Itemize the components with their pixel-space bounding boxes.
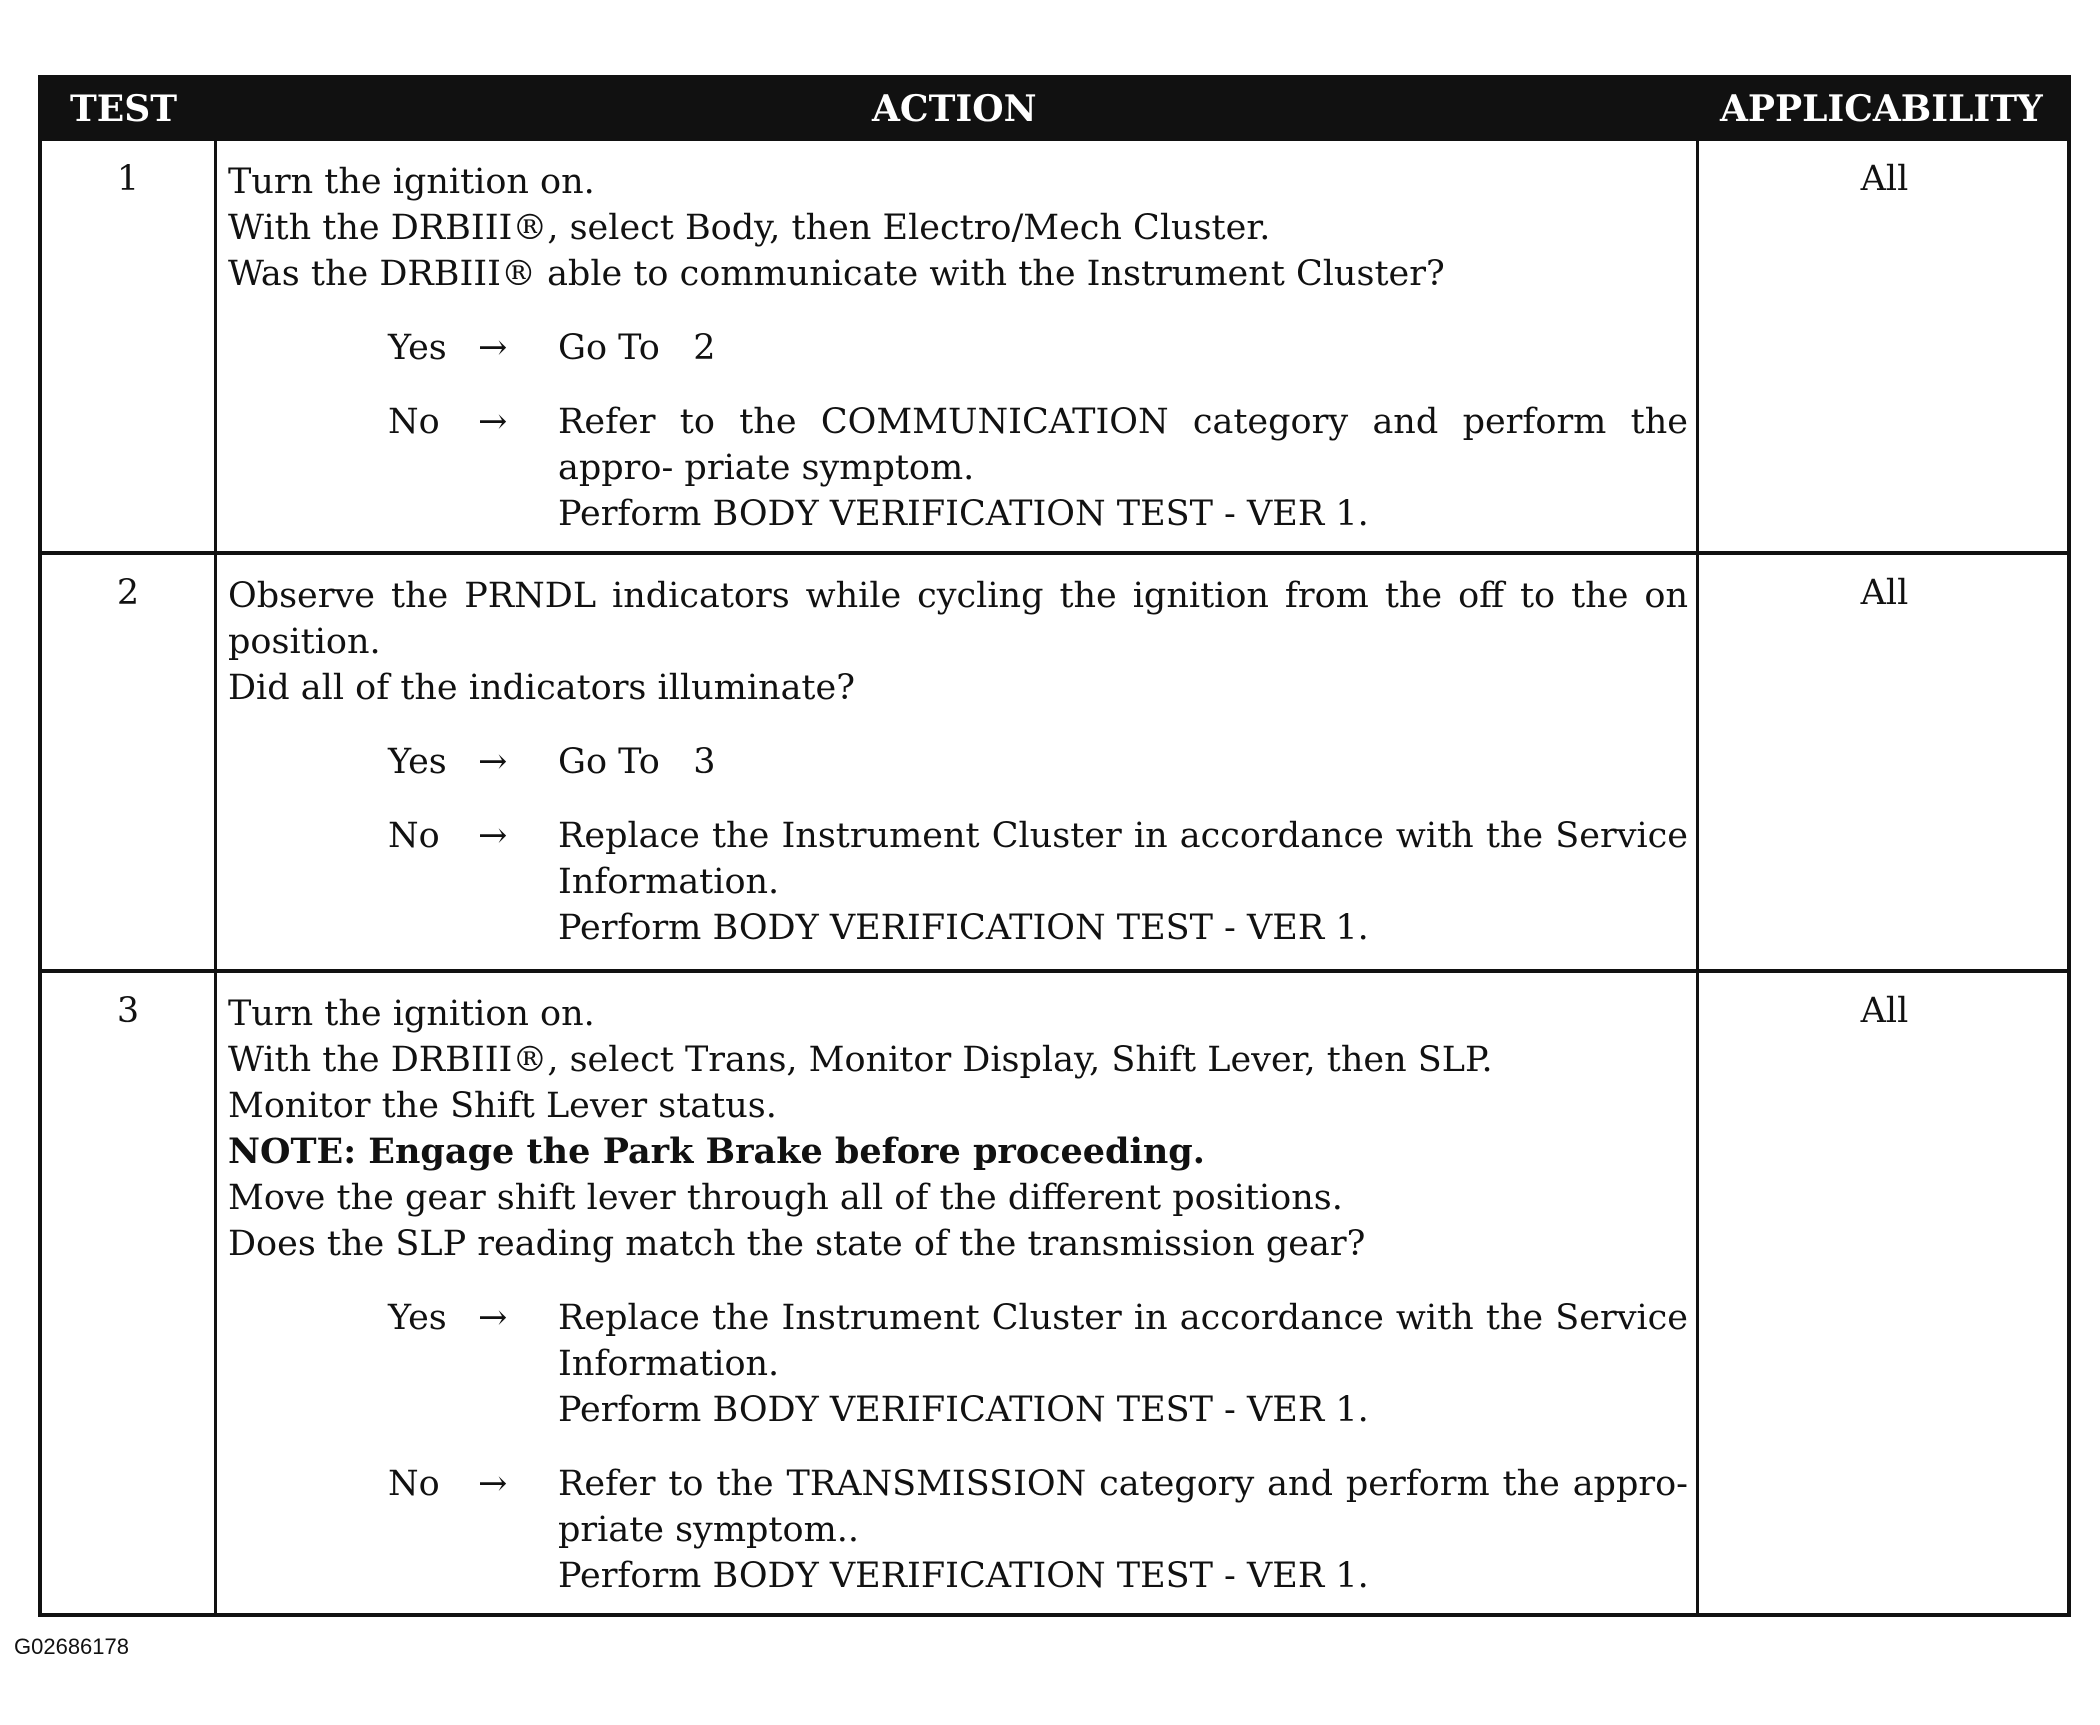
action-line: Move the gear shift lever through all of the different positions. — [228, 1178, 1343, 1218]
result-line: Replace the Instrument Cluster in accordance with the Service Information. — [558, 1298, 1688, 1384]
no-branch — [228, 399, 1688, 537]
yes-result — [558, 739, 1688, 785]
action-line: With the DRBIII®, select Trans, Monitor Display, Shift Lever, then SLP. — [228, 1040, 1493, 1080]
figure-code: G02686178 — [14, 1634, 129, 1659]
test-number: 1 — [116, 159, 140, 199]
action-line: With the DRBIII®, select Body, then Electro/Mech Cluster. — [228, 208, 1271, 248]
header-applicability: APPLICABILITY — [1720, 88, 2043, 130]
no-branch — [228, 1461, 1688, 1599]
no-label: No — [388, 1464, 440, 1504]
diagnostic-table — [38, 75, 2071, 1617]
arrow-icon: → — [478, 742, 508, 782]
yes-branch — [228, 325, 1688, 371]
action-line: Monitor the Shift Lever status. — [228, 1086, 777, 1126]
arrow-icon: → — [478, 1464, 508, 1504]
result-line: Perform BODY VERIFICATION TEST - VER 1. — [558, 908, 1369, 948]
test-number: 2 — [116, 573, 140, 613]
action-line: Observe the PRNDL indicators while cycling the ignition from the off to the on position. — [228, 576, 1688, 662]
result-line: Replace the Instrument Cluster in accordance with the Service Information. — [558, 816, 1688, 902]
action-cell — [228, 159, 1688, 537]
result-line: Refer to the TRANSMISSION category and perform the appro- priate symptom.. — [558, 1464, 1688, 1550]
header-action: ACTION — [872, 88, 1037, 130]
applicability-value: All — [1860, 159, 1909, 199]
action-line: Does the SLP reading match the state of the transmission gear? — [228, 1224, 1366, 1264]
arrow-icon: → — [478, 328, 508, 368]
table-row — [42, 973, 2067, 1613]
action-cell — [228, 573, 1688, 951]
action-line: Turn the ignition on. — [228, 994, 595, 1034]
applicability-value: All — [1860, 991, 1909, 1031]
no-label: No — [388, 402, 440, 442]
action-line: Turn the ignition on. — [228, 162, 595, 202]
no-label: No — [388, 816, 440, 856]
yes-label: Yes — [388, 328, 447, 368]
arrow-icon: → — [478, 1298, 508, 1338]
yes-label: Yes — [388, 742, 447, 782]
result-line: Perform BODY VERIFICATION TEST - VER 1. — [558, 1556, 1369, 1596]
table-header — [42, 79, 2067, 141]
result-line: Go To 3 — [558, 742, 716, 782]
result-line: Perform BODY VERIFICATION TEST - VER 1. — [558, 494, 1369, 534]
yes-branch — [228, 1295, 1688, 1433]
yes-result — [558, 1295, 1688, 1433]
arrow-icon: → — [478, 402, 508, 442]
note-line: NOTE: Engage the Park Brake before proceeding. — [228, 1131, 1205, 1172]
result-line: Go To 2 — [558, 328, 716, 368]
table-row — [42, 141, 2067, 551]
table-row — [42, 555, 2067, 969]
arrow-icon: → — [478, 816, 508, 856]
result-line: Refer to the COMMUNICATION category and perform the appro- priate symptom. — [558, 402, 1688, 488]
result-line: Perform BODY VERIFICATION TEST - VER 1. — [558, 1390, 1369, 1430]
action-cell — [228, 991, 1688, 1599]
applicability-value: All — [1860, 573, 1909, 613]
yes-branch — [228, 739, 1688, 785]
no-result — [558, 813, 1688, 951]
no-result — [558, 1461, 1688, 1599]
no-result — [558, 399, 1688, 537]
no-branch — [228, 813, 1688, 951]
action-line: Did all of the indicators illuminate? — [228, 668, 855, 708]
yes-label: Yes — [388, 1298, 447, 1338]
test-number: 3 — [116, 991, 140, 1031]
header-test: TEST — [70, 88, 178, 130]
action-line: Was the DRBIII® able to communicate with the Instrument Cluster? — [228, 254, 1445, 294]
yes-result — [558, 325, 1688, 371]
